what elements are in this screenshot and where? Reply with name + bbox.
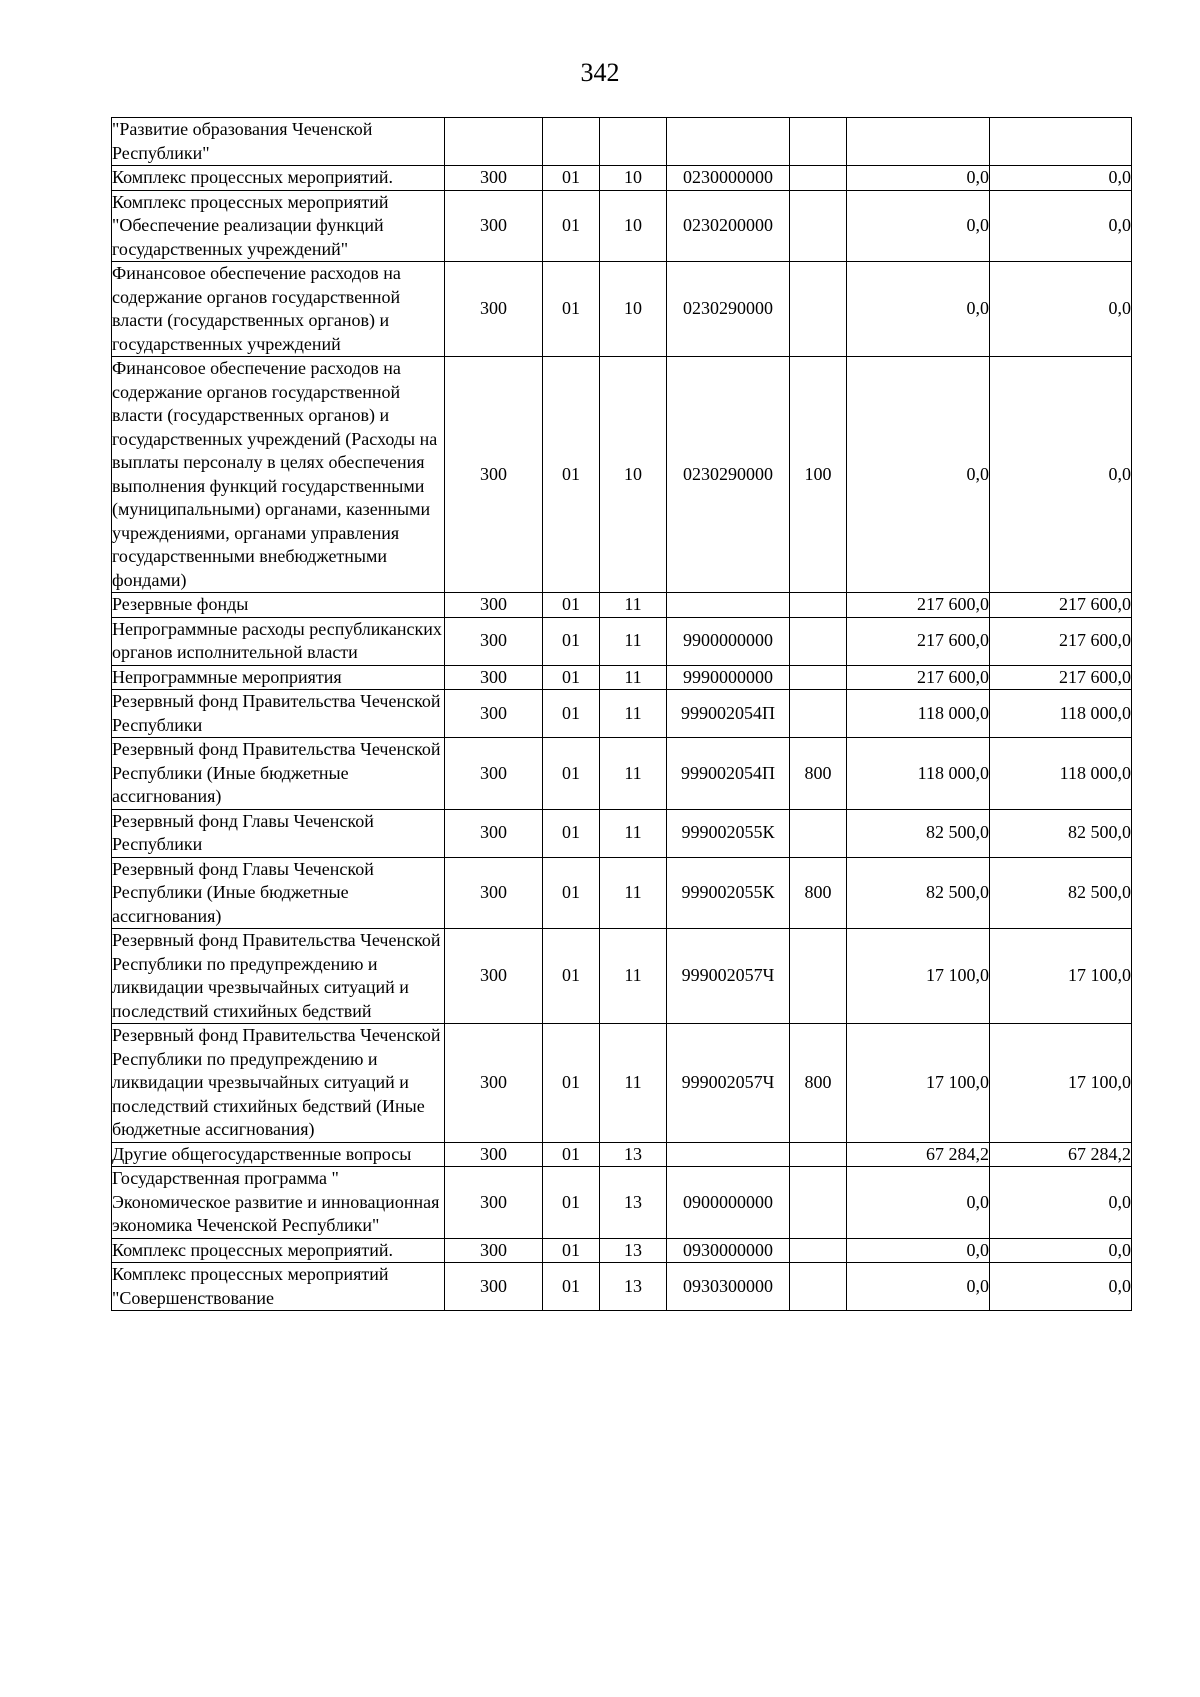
cell-code: 300 <box>445 262 543 357</box>
cell-section: 01 <box>543 190 600 262</box>
cell-subsection: 10 <box>600 190 667 262</box>
cell-sum-2: 0,0 <box>990 357 1132 593</box>
cell-expense-type <box>790 593 847 618</box>
cell-sum-1: 217 600,0 <box>847 593 990 618</box>
cell-sum-2: 217 600,0 <box>990 665 1132 690</box>
cell-name: "Развитие образования Чеченской Республики" <box>112 118 445 166</box>
cell-name: Комплекс процессных мероприятий. <box>112 1238 445 1263</box>
cell-target-article: 999002054П <box>667 690 790 738</box>
table-row <box>112 809 1132 857</box>
cell-target-article: 0230290000 <box>667 262 790 357</box>
cell-expense-type <box>790 690 847 738</box>
cell-sum-2: 118 000,0 <box>990 690 1132 738</box>
cell-sum-2: 0,0 <box>990 1167 1132 1239</box>
cell-section: 01 <box>543 809 600 857</box>
cell-section: 01 <box>543 690 600 738</box>
table-row <box>112 1238 1132 1263</box>
table-row <box>112 665 1132 690</box>
cell-expense-type: 800 <box>790 1024 847 1143</box>
cell-expense-type <box>790 809 847 857</box>
cell-target-article: 9900000000 <box>667 617 790 665</box>
cell-section: 01 <box>543 665 600 690</box>
cell-subsection <box>600 118 667 166</box>
cell-code: 300 <box>445 809 543 857</box>
cell-subsection: 11 <box>600 809 667 857</box>
cell-section: 01 <box>543 1167 600 1239</box>
table-row <box>112 262 1132 357</box>
cell-name: Непрограммные мероприятия <box>112 665 445 690</box>
cell-target-article: 9990000000 <box>667 665 790 690</box>
cell-name: Резервный фонд Правительства Чеченской Республики по предупреждению и ликвидации чрезвычайных ситуаций и последствий стихийных бедствий (Иные бюджетные ассигнования) <box>112 1024 445 1143</box>
cell-sum-2: 0,0 <box>990 1263 1132 1311</box>
cell-code: 300 <box>445 1263 543 1311</box>
cell-code: 300 <box>445 738 543 810</box>
cell-subsection: 13 <box>600 1263 667 1311</box>
cell-section: 01 <box>543 1142 600 1167</box>
cell-section: 01 <box>543 262 600 357</box>
cell-sum-2: 0,0 <box>990 262 1132 357</box>
cell-code: 300 <box>445 190 543 262</box>
cell-code <box>445 118 543 166</box>
cell-name: Резервный фонд Правительства Чеченской Республики <box>112 690 445 738</box>
cell-sum-1: 217 600,0 <box>847 617 990 665</box>
cell-sum-1: 17 100,0 <box>847 929 990 1024</box>
cell-code: 300 <box>445 665 543 690</box>
cell-code: 300 <box>445 1167 543 1239</box>
table-row <box>112 1024 1132 1143</box>
cell-expense-type <box>790 166 847 191</box>
cell-target-article: 0930300000 <box>667 1263 790 1311</box>
cell-sum-2: 17 100,0 <box>990 1024 1132 1143</box>
cell-section: 01 <box>543 1263 600 1311</box>
table-row <box>112 1167 1132 1239</box>
cell-name: Резервный фонд Правительства Чеченской Республики по предупреждению и ликвидации чрезвычайных ситуаций и последствий стихийных бедствий <box>112 929 445 1024</box>
cell-sum-1: 0,0 <box>847 1238 990 1263</box>
cell-sum-2: 217 600,0 <box>990 617 1132 665</box>
cell-subsection: 13 <box>600 1238 667 1263</box>
cell-sum-2: 17 100,0 <box>990 929 1132 1024</box>
cell-sum-2: 82 500,0 <box>990 857 1132 929</box>
cell-subsection: 11 <box>600 665 667 690</box>
cell-name: Государственная программа " Экономическое развитие и инновационная экономика Чеченской Республики" <box>112 1167 445 1239</box>
table-row <box>112 1142 1132 1167</box>
cell-name: Финансовое обеспечение расходов на содержание органов государственной власти (государственных органов) и государственных учреждений (Расходы на выплаты персоналу в целях обеспечения выполнения функций государственными (муниципальными) органами, казенными учреждениями, органами управления государственными внебюджетными фондами) <box>112 357 445 593</box>
cell-code: 300 <box>445 357 543 593</box>
table-row <box>112 617 1132 665</box>
cell-subsection: 11 <box>600 690 667 738</box>
cell-sum-1: 118 000,0 <box>847 690 990 738</box>
cell-sum-1: 0,0 <box>847 357 990 593</box>
cell-target-article: 0930000000 <box>667 1238 790 1263</box>
cell-name: Комплекс процессных мероприятий. <box>112 166 445 191</box>
cell-expense-type: 800 <box>790 857 847 929</box>
cell-target-article: 0230200000 <box>667 190 790 262</box>
cell-section: 01 <box>543 929 600 1024</box>
cell-sum-1: 118 000,0 <box>847 738 990 810</box>
cell-target-article: 999002055К <box>667 809 790 857</box>
cell-expense-type <box>790 1167 847 1239</box>
cell-section: 01 <box>543 357 600 593</box>
cell-subsection: 11 <box>600 738 667 810</box>
cell-sum-2: 0,0 <box>990 190 1132 262</box>
cell-section: 01 <box>543 166 600 191</box>
cell-expense-type <box>790 118 847 166</box>
cell-target-article <box>667 1142 790 1167</box>
cell-target-article: 999002057Ч <box>667 929 790 1024</box>
cell-name: Другие общегосударственные вопросы <box>112 1142 445 1167</box>
cell-expense-type <box>790 1263 847 1311</box>
cell-sum-2: 67 284,2 <box>990 1142 1132 1167</box>
cell-sum-1: 82 500,0 <box>847 857 990 929</box>
cell-section: 01 <box>543 1238 600 1263</box>
cell-subsection: 10 <box>600 357 667 593</box>
cell-name: Комплекс процессных мероприятий "Обеспечение реализации функций государственных учреждений" <box>112 190 445 262</box>
cell-name: Непрограммные расходы республиканских органов исполнительной власти <box>112 617 445 665</box>
table-row <box>112 857 1132 929</box>
table-body <box>112 118 1132 1311</box>
table-row <box>112 357 1132 593</box>
cell-target-article: 0900000000 <box>667 1167 790 1239</box>
cell-sum-1: 0,0 <box>847 166 990 191</box>
cell-subsection: 10 <box>600 166 667 191</box>
cell-expense-type <box>790 190 847 262</box>
cell-sum-2: 217 600,0 <box>990 593 1132 618</box>
cell-subsection: 11 <box>600 617 667 665</box>
table-row <box>112 190 1132 262</box>
table-row <box>112 166 1132 191</box>
cell-target-article <box>667 593 790 618</box>
cell-name: Финансовое обеспечение расходов на содержание органов государственной власти (государственных органов) и государственных учреждений <box>112 262 445 357</box>
cell-section: 01 <box>543 857 600 929</box>
cell-target-article: 0230000000 <box>667 166 790 191</box>
cell-sum-1: 17 100,0 <box>847 1024 990 1143</box>
cell-name: Резервный фонд Главы Чеченской Республики <box>112 809 445 857</box>
table-row <box>112 929 1132 1024</box>
cell-sum-2 <box>990 118 1132 166</box>
page-number: 342 <box>580 58 620 87</box>
cell-sum-1: 0,0 <box>847 1263 990 1311</box>
cell-target-article: 0230290000 <box>667 357 790 593</box>
cell-code: 300 <box>445 690 543 738</box>
cell-expense-type <box>790 929 847 1024</box>
cell-expense-type: 100 <box>790 357 847 593</box>
cell-expense-type <box>790 617 847 665</box>
cell-sum-1: 0,0 <box>847 1167 990 1239</box>
cell-code: 300 <box>445 166 543 191</box>
cell-subsection: 11 <box>600 929 667 1024</box>
cell-section <box>543 118 600 166</box>
cell-subsection: 11 <box>600 1024 667 1143</box>
cell-sum-2: 118 000,0 <box>990 738 1132 810</box>
cell-section: 01 <box>543 738 600 810</box>
cell-name: Резервный фонд Правительства Чеченской Республики (Иные бюджетные ассигнования) <box>112 738 445 810</box>
cell-target-article: 999002054П <box>667 738 790 810</box>
cell-sum-1: 67 284,2 <box>847 1142 990 1167</box>
cell-expense-type <box>790 262 847 357</box>
table-row <box>112 690 1132 738</box>
cell-sum-1: 82 500,0 <box>847 809 990 857</box>
table-row <box>112 738 1132 810</box>
table-row <box>112 1263 1132 1311</box>
cell-subsection: 10 <box>600 262 667 357</box>
cell-target-article: 999002057Ч <box>667 1024 790 1143</box>
cell-expense-type <box>790 1142 847 1167</box>
cell-code: 300 <box>445 929 543 1024</box>
cell-name: Резервные фонды <box>112 593 445 618</box>
cell-subsection: 11 <box>600 857 667 929</box>
cell-expense-type: 800 <box>790 738 847 810</box>
cell-name: Комплекс процессных мероприятий "Совершенствование <box>112 1263 445 1311</box>
cell-subsection: 11 <box>600 593 667 618</box>
cell-name: Резервный фонд Главы Чеченской Республики (Иные бюджетные ассигнования) <box>112 857 445 929</box>
cell-sum-1 <box>847 118 990 166</box>
cell-sum-2: 0,0 <box>990 166 1132 191</box>
cell-subsection: 13 <box>600 1167 667 1239</box>
cell-section: 01 <box>543 617 600 665</box>
cell-code: 300 <box>445 1142 543 1167</box>
cell-sum-2: 82 500,0 <box>990 809 1132 857</box>
cell-section: 01 <box>543 593 600 618</box>
budget-table <box>111 117 1132 1311</box>
cell-sum-2: 0,0 <box>990 1238 1132 1263</box>
cell-code: 300 <box>445 593 543 618</box>
cell-sum-1: 217 600,0 <box>847 665 990 690</box>
cell-subsection: 13 <box>600 1142 667 1167</box>
table-row <box>112 118 1132 166</box>
table-row <box>112 593 1132 618</box>
cell-target-article <box>667 118 790 166</box>
cell-sum-1: 0,0 <box>847 190 990 262</box>
cell-sum-1: 0,0 <box>847 262 990 357</box>
cell-code: 300 <box>445 617 543 665</box>
cell-code: 300 <box>445 1024 543 1143</box>
cell-code: 300 <box>445 857 543 929</box>
cell-target-article: 999002055К <box>667 857 790 929</box>
cell-code: 300 <box>445 1238 543 1263</box>
cell-expense-type <box>790 1238 847 1263</box>
cell-expense-type <box>790 665 847 690</box>
cell-section: 01 <box>543 1024 600 1143</box>
